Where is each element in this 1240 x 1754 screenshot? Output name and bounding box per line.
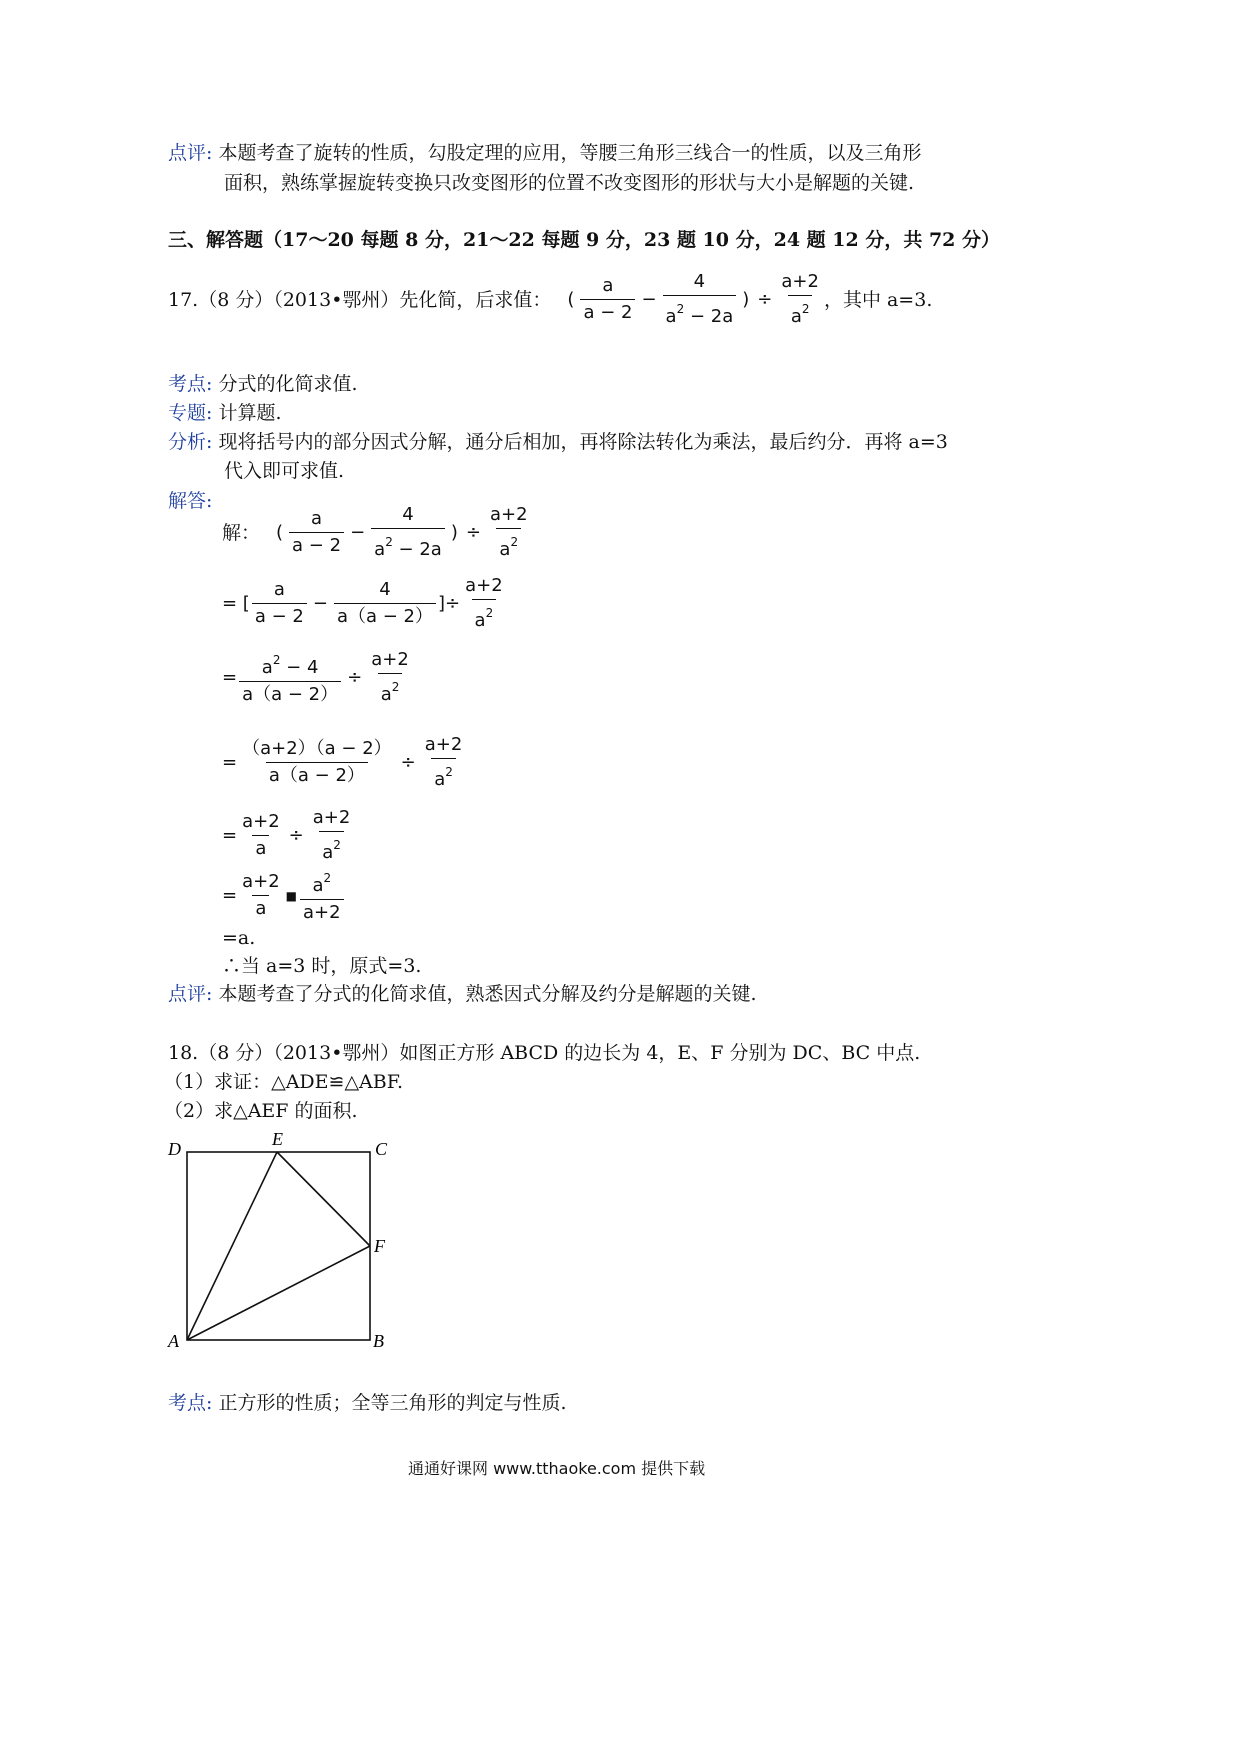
square-abcd: [187, 1152, 370, 1340]
step-4: = $\frac{(a+2)(a - 2)}{a(a - 2)}$ ÷ $\frac{a+2}{a^2}$: [222, 734, 463, 790]
segment-af: [187, 1246, 370, 1340]
fenxi-label: 分析: [168, 431, 207, 453]
zhuanti-text: 计算题.: [218, 402, 282, 424]
q17-dianping: 点评: 本题考查了分式的化简求值，熟悉因式分解及约分是解题的关键.: [168, 983, 757, 1005]
label-c: C: [375, 1139, 388, 1159]
review-text: 本题考查了旋转的性质，勾股定理的应用，等腰三角形三线合一的性质，以及三角形: [218, 142, 922, 164]
review-top-line2: 面积，熟练掌握旋转变换只改变图形的位置不改变图形的形状与大小是解题的关键.: [224, 172, 915, 194]
review-top-line1: 点评: 本题考查了旋转的性质，勾股定理的应用，等腰三角形三线合一的性质，以及三角形: [168, 142, 922, 164]
jieda-label: 解答: [168, 490, 207, 512]
q18-line3: （2）求△AEF 的面积.: [164, 1100, 358, 1122]
zhuanti-label: 专题: [168, 402, 207, 424]
fenxi-text: 现将括号内的部分因式分解，通分后相加，再将除法转化为乘法，最后约分．再将 a=3: [218, 431, 948, 453]
q17-prefix: 17.（8 分）（2013•鄂州）先化简，后求值：: [168, 288, 552, 311]
q17-expression: ( $\frac{a}{a - 2}$ − $\frac{4}{a^2 - 2a}$ ) ÷ $\frac{a+2}{a^2}$: [567, 271, 819, 327]
q17-kaodian: 考点: 分式的化简求值.: [168, 373, 358, 395]
q17-zhuanti: 专题: 计算题.: [168, 402, 282, 424]
q17-fenxi: 分析: 现将括号内的部分因式分解，通分后相加，再将除法转化为乘法，最后约分．再将 a=3: [168, 431, 948, 453]
q18-kaodian-text: 正方形的性质；全等三角形的判定与性质.: [218, 1392, 567, 1414]
square-figure: [160, 1125, 420, 1355]
result: =a.: [222, 927, 256, 949]
dianping-label: 点评: [168, 983, 207, 1005]
footer: 通通好课网 www.tthaoke.com 提供下载: [408, 1459, 706, 1478]
step-5: = $\frac{a+2}{a}$ ÷ $\frac{a+2}{a^2}$: [222, 807, 351, 863]
review-label: 点评: [168, 142, 207, 164]
kaodian-text: 分式的化简求值.: [218, 373, 358, 395]
conclusion: ∴当 a=3 时，原式=3.: [222, 955, 422, 977]
q17-suffix: ，其中 a=3.: [823, 288, 933, 311]
dianping-text: 本题考查了分式的化简求值，熟悉因式分解及约分是解题的关键.: [218, 983, 757, 1005]
section-heading: 三、解答题（17～20 每题 8 分，21～22 每题 9 分，23 题 10 分，24 题 12 分，共 72 分）: [168, 229, 1001, 251]
label-f: F: [374, 1236, 385, 1256]
label-e: E: [272, 1129, 283, 1149]
q17-statement: [168, 270, 932, 329]
q17-jieda: 解答:: [168, 490, 213, 512]
label-a: A: [168, 1331, 179, 1351]
q18-line2: （1）求证：△ADE≌△ABF.: [164, 1071, 404, 1093]
q18-kaodian: 考点: 正方形的性质；全等三角形的判定与性质.: [168, 1392, 567, 1414]
label-b: B: [373, 1331, 384, 1351]
segment-ef: [277, 1152, 370, 1246]
q18-kaodian-label: 考点: [168, 1392, 207, 1414]
fenxi-line2: 代入即可求值.: [224, 460, 345, 482]
label-d: D: [168, 1139, 181, 1159]
step-1: 解： ( $\frac{a}{a - 2}$ − $\frac{4}{a^2 - 2a}$ ) ÷ $\frac{a+2}{a^2}$: [222, 504, 528, 560]
q18-line1: 18.（8 分）（2013•鄂州）如图正方形 ABCD 的边长为 4，E、F 分别为 DC、BC 中点.: [168, 1042, 921, 1064]
step-3: = $\frac{a^2 - 4}{a(a - 2)}$ ÷ $\frac{a+2}{a^2}$: [222, 649, 409, 705]
step-2: = [ $\frac{a}{a - 2}$ − $\frac{4}{a(a - 2)}$ ]÷ $\frac{a+2}{a^2}$: [222, 575, 503, 631]
step-6: = $\frac{a+2}{a}$ ■ $\frac{a^2}{a+2}$: [222, 866, 346, 925]
kaodian-label: 考点: [168, 373, 207, 395]
jie-prefix: 解：: [222, 521, 261, 544]
segment-ae: [187, 1152, 277, 1340]
